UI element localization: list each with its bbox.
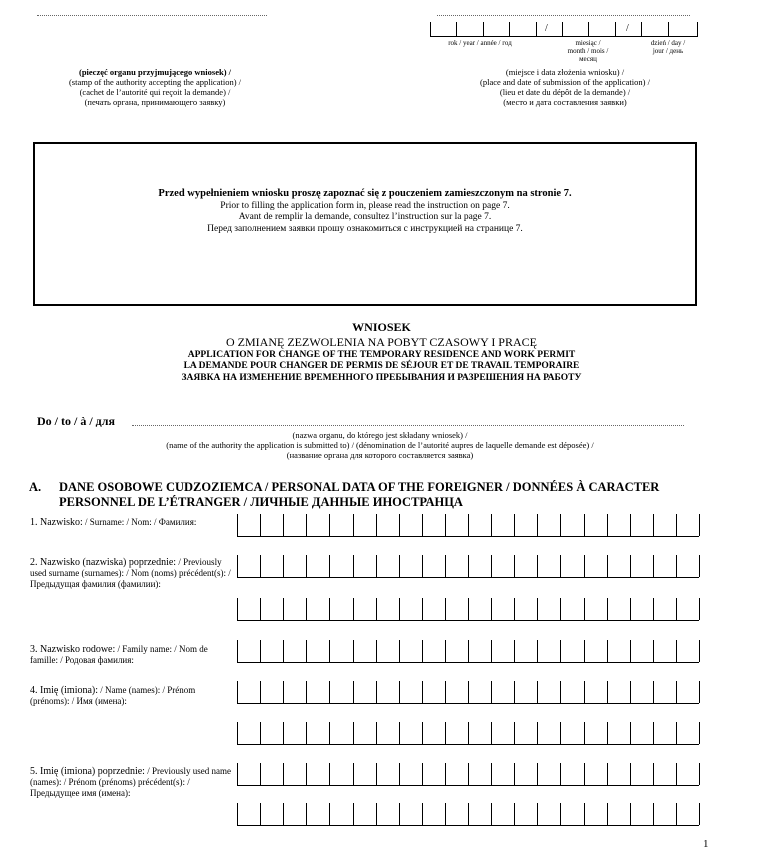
letter-box-divider bbox=[560, 763, 561, 785]
letter-box-divider bbox=[283, 681, 284, 703]
letter-box-divider bbox=[237, 555, 238, 577]
letter-box-divider bbox=[283, 555, 284, 577]
letter-box-divider bbox=[376, 803, 377, 825]
date-box-divider bbox=[588, 22, 589, 36]
date-box-divider bbox=[615, 22, 616, 36]
letter-box-divider bbox=[607, 803, 608, 825]
letter-box-divider bbox=[676, 803, 677, 825]
letter-box-divider bbox=[491, 681, 492, 703]
letter-box-divider bbox=[329, 640, 330, 662]
letter-box-divider bbox=[468, 640, 469, 662]
letter-box-divider bbox=[653, 681, 654, 703]
letter-box-divider bbox=[607, 763, 608, 785]
letter-box-divider bbox=[376, 681, 377, 703]
letter-box-divider bbox=[260, 555, 261, 577]
stamp-dotted-line bbox=[37, 15, 267, 16]
field-family-name-label: 3. Nazwisko rodowe: / Family name: / Nom de famille: / Родовая фамилия: bbox=[30, 644, 208, 665]
letter-box-divider bbox=[445, 681, 446, 703]
letter-box-divider bbox=[353, 640, 354, 662]
letter-box-divider bbox=[237, 640, 238, 662]
date-box-divider bbox=[536, 22, 537, 36]
letter-box-divider bbox=[283, 640, 284, 662]
letter-box-divider bbox=[514, 722, 515, 744]
letter-box-divider bbox=[607, 681, 608, 703]
letter-box-divider bbox=[607, 514, 608, 536]
letter-box-divider bbox=[445, 640, 446, 662]
letter-box-divider bbox=[260, 722, 261, 744]
letter-box-divider bbox=[353, 722, 354, 744]
letter-box-divider bbox=[306, 763, 307, 785]
stamp-label: (pieczęć organu przyjmującego wniosek) / (stamp of the authority accepting the application) / (cachet de l’autorité qui reçoit la demande) / (печать органа, принимающего заявку) bbox=[68, 67, 242, 107]
letter-box-divider bbox=[630, 803, 631, 825]
letter-box-divider bbox=[422, 763, 423, 785]
letter-box-divider bbox=[399, 555, 400, 577]
previous-surname-boxes-1[interactable] bbox=[237, 555, 699, 578]
letter-box-divider bbox=[260, 640, 261, 662]
letter-box-divider bbox=[537, 681, 538, 703]
letter-box-divider bbox=[653, 598, 654, 620]
letter-box-divider bbox=[514, 681, 515, 703]
letter-box-divider bbox=[445, 803, 446, 825]
date-separator: / bbox=[626, 23, 629, 34]
letter-box-divider bbox=[422, 514, 423, 536]
field-surname-label: 1. Nazwisko: / Surname: / Nom: / Фамилия: bbox=[30, 517, 197, 528]
letter-box-divider bbox=[445, 722, 446, 744]
date-box-divider bbox=[456, 22, 457, 36]
letter-box-divider bbox=[676, 681, 677, 703]
letter-box-divider bbox=[699, 681, 700, 703]
letter-box-divider bbox=[699, 803, 700, 825]
letter-box-divider bbox=[329, 555, 330, 577]
letter-box-divider bbox=[329, 514, 330, 536]
date-box-divider bbox=[641, 22, 642, 36]
letter-box-divider bbox=[376, 514, 377, 536]
letter-box-divider bbox=[283, 763, 284, 785]
letter-box-divider bbox=[653, 803, 654, 825]
letter-box-divider bbox=[376, 640, 377, 662]
form-title-en: APPLICATION FOR CHANGE OF THE TEMPORARY RESIDENCE AND WORK PERMIT bbox=[187, 350, 576, 360]
letter-box-divider bbox=[260, 803, 261, 825]
letter-box-divider bbox=[399, 763, 400, 785]
letter-box-divider bbox=[699, 598, 700, 620]
letter-box-divider bbox=[376, 722, 377, 744]
previous-name-boxes-1[interactable] bbox=[237, 763, 699, 786]
letter-box-divider bbox=[537, 763, 538, 785]
notice-fr: Avant de remplir la demande, consultez l’instruction sur la page 7. bbox=[238, 212, 492, 222]
letter-box-divider bbox=[422, 598, 423, 620]
letter-box-divider bbox=[422, 555, 423, 577]
field-previous-surname-label: 2. Nazwisko (nazwiska) poprzednie: / Previously used surname (surnames): / Nom (noms) précédent(s): / Предыдущая фамилия (фамилии): bbox=[30, 557, 231, 589]
letter-box-divider bbox=[537, 803, 538, 825]
section-a-heading: A. DANE OSOBOWE CUDZOZIEMCA / PERSONAL DATA OF THE FOREIGNER / DONNÉES À CARACTER PERSONNEL DE L’ÉTRANGER / ЛИЧНЫЕ ДАННЫЕ ИНОСТРАНЦА bbox=[29, 480, 660, 509]
letter-box-divider bbox=[468, 598, 469, 620]
place-label: (miejsce i data złożenia wniosku) / (place and date of submission of the application) / (lieu et date du dépôt de la demande) / (место и дата составления заявки) bbox=[480, 67, 650, 107]
letter-box-divider bbox=[653, 555, 654, 577]
letter-box-divider bbox=[584, 803, 585, 825]
month-label: miesiąc / month / mois / месяц bbox=[567, 39, 609, 63]
letter-box-divider bbox=[560, 640, 561, 662]
letter-box-divider bbox=[699, 514, 700, 536]
letter-box-divider bbox=[537, 514, 538, 536]
letter-box-divider bbox=[630, 681, 631, 703]
letter-box-divider bbox=[468, 681, 469, 703]
letter-box-divider bbox=[399, 640, 400, 662]
letter-box-divider bbox=[699, 640, 700, 662]
letter-box-divider bbox=[584, 763, 585, 785]
notice-pl: Przed wypełnieniem wniosku proszę zapoznać się z pouczeniem zamieszczonym na stronie 7. bbox=[158, 188, 572, 199]
letter-box-divider bbox=[491, 763, 492, 785]
letter-box-divider bbox=[237, 803, 238, 825]
field-name-label: 4. Imię (imiona): / Name (names): / Prénom (prénoms): / Имя (имена): bbox=[30, 685, 196, 706]
date-box-divider bbox=[697, 22, 698, 36]
letter-box-divider bbox=[445, 514, 446, 536]
addressee-label: Do / to / à / для bbox=[37, 414, 115, 428]
letter-box-divider bbox=[422, 681, 423, 703]
letter-box-divider bbox=[376, 598, 377, 620]
notice-ru: Перед заполнением заявки прошу ознакомиться с инструкцией на странице 7. bbox=[207, 223, 523, 234]
letter-box-divider bbox=[237, 514, 238, 536]
letter-box-divider bbox=[260, 763, 261, 785]
letter-box-divider bbox=[560, 722, 561, 744]
letter-box-divider bbox=[676, 598, 677, 620]
letter-box-divider bbox=[283, 514, 284, 536]
letter-box-divider bbox=[283, 803, 284, 825]
letter-box-divider bbox=[283, 598, 284, 620]
letter-box-divider bbox=[514, 555, 515, 577]
letter-box-divider bbox=[630, 722, 631, 744]
letter-box-divider bbox=[676, 722, 677, 744]
letter-box-divider bbox=[630, 763, 631, 785]
family-name-boxes[interactable] bbox=[237, 640, 699, 663]
letter-box-divider bbox=[491, 722, 492, 744]
letter-box-divider bbox=[607, 722, 608, 744]
letter-box-divider bbox=[445, 555, 446, 577]
letter-box-divider bbox=[353, 803, 354, 825]
instruction-notice-box bbox=[33, 142, 697, 306]
form-title-fr: LA DEMANDE POUR CHANGER DE PERMIS DE SÉJOUR ET DE TRAVAIL TEMPORAIRE bbox=[183, 361, 580, 371]
letter-box-divider bbox=[560, 681, 561, 703]
letter-box-divider bbox=[607, 640, 608, 662]
letter-box-divider bbox=[514, 803, 515, 825]
letter-box-divider bbox=[399, 681, 400, 703]
day-label: dzień / day / jour / день bbox=[650, 39, 686, 55]
letter-box-divider bbox=[306, 722, 307, 744]
letter-box-divider bbox=[699, 763, 700, 785]
letter-box-divider bbox=[237, 722, 238, 744]
date-box-divider bbox=[430, 22, 431, 36]
place-dotted-line[interactable] bbox=[437, 15, 690, 16]
letter-box-divider bbox=[353, 681, 354, 703]
date-box-divider bbox=[668, 22, 669, 36]
letter-box-divider bbox=[607, 598, 608, 620]
letter-box-divider bbox=[376, 555, 377, 577]
letter-box-divider bbox=[399, 598, 400, 620]
letter-box-divider bbox=[399, 514, 400, 536]
letter-box-divider bbox=[468, 803, 469, 825]
letter-box-divider bbox=[514, 514, 515, 536]
letter-box-divider bbox=[560, 514, 561, 536]
name-boxes-1[interactable] bbox=[237, 681, 699, 704]
letter-box-divider bbox=[676, 640, 677, 662]
date-boxes[interactable] bbox=[430, 22, 698, 37]
letter-box-divider bbox=[537, 640, 538, 662]
letter-box-divider bbox=[514, 640, 515, 662]
letter-box-divider bbox=[353, 763, 354, 785]
letter-box-divider bbox=[237, 763, 238, 785]
form-title-pl: O ZMIANĘ ZEZWOLENIA NA POBYT CZASOWY I PRACĘ bbox=[226, 335, 537, 349]
letter-box-divider bbox=[306, 681, 307, 703]
letter-box-divider bbox=[283, 722, 284, 744]
letter-box-divider bbox=[445, 598, 446, 620]
letter-box-divider bbox=[676, 555, 677, 577]
letter-box-divider bbox=[491, 514, 492, 536]
form-title-ru: ЗАЯВКА НА ИЗМЕНЕНИЕ ВРЕМЕННОГО ПРЕБЫВАНИЯ И РАЗРЕШЕНИЯ НА РАБОТУ bbox=[181, 373, 582, 383]
letter-box-divider bbox=[468, 514, 469, 536]
letter-box-divider bbox=[329, 803, 330, 825]
field-previous-name-label: 5. Imię (imiona) poprzednie: / Previously used name (names): / Prénom (prénoms) précédent(s): / Предыдущее имя (имена): bbox=[30, 766, 231, 798]
letter-box-divider bbox=[329, 722, 330, 744]
letter-box-divider bbox=[306, 555, 307, 577]
notice-en: Prior to filling the application form in, please read the instruction on page 7. bbox=[220, 200, 510, 211]
letter-box-divider bbox=[584, 640, 585, 662]
form-title: WNIOSEK bbox=[352, 320, 411, 334]
date-box-divider bbox=[483, 22, 484, 36]
letter-box-divider bbox=[306, 514, 307, 536]
letter-box-divider bbox=[584, 722, 585, 744]
letter-box-divider bbox=[491, 803, 492, 825]
letter-box-divider bbox=[653, 640, 654, 662]
letter-box-divider bbox=[537, 598, 538, 620]
date-box-divider bbox=[509, 22, 510, 36]
letter-box-divider bbox=[630, 640, 631, 662]
letter-box-divider bbox=[329, 763, 330, 785]
letter-box-divider bbox=[676, 763, 677, 785]
letter-box-divider bbox=[584, 514, 585, 536]
letter-box-divider bbox=[699, 555, 700, 577]
letter-box-divider bbox=[653, 763, 654, 785]
letter-box-divider bbox=[329, 598, 330, 620]
letter-box-divider bbox=[260, 514, 261, 536]
letter-box-divider bbox=[537, 555, 538, 577]
letter-box-divider bbox=[468, 555, 469, 577]
letter-box-divider bbox=[353, 598, 354, 620]
letter-box-divider bbox=[353, 555, 354, 577]
letter-box-divider bbox=[653, 514, 654, 536]
letter-box-divider bbox=[630, 555, 631, 577]
letter-box-divider bbox=[630, 514, 631, 536]
letter-box-divider bbox=[468, 722, 469, 744]
letter-box-divider bbox=[237, 598, 238, 620]
letter-box-divider bbox=[237, 681, 238, 703]
letter-box-divider bbox=[560, 803, 561, 825]
letter-box-divider bbox=[260, 681, 261, 703]
letter-box-divider bbox=[399, 803, 400, 825]
letter-box-divider bbox=[260, 598, 261, 620]
letter-box-divider bbox=[329, 681, 330, 703]
letter-box-divider bbox=[676, 514, 677, 536]
letter-box-divider bbox=[607, 555, 608, 577]
letter-box-divider bbox=[514, 598, 515, 620]
addressee-sublabel: (nazwa organu, do którego jest składany wniosek) / (name of the authority the application is submitted to) / (dénomination de l’autorité aupres de laquelle demande est déposée) / (название органа для которого составляется заявка) bbox=[166, 430, 594, 460]
letter-box-divider bbox=[653, 722, 654, 744]
letter-box-divider bbox=[306, 640, 307, 662]
year-label: rok / year / année / год bbox=[448, 39, 512, 47]
page-number: 1 bbox=[703, 838, 709, 850]
letter-box-divider bbox=[376, 763, 377, 785]
letter-box-divider bbox=[422, 722, 423, 744]
letter-box-divider bbox=[584, 555, 585, 577]
previous-surname-boxes-2[interactable] bbox=[237, 598, 699, 621]
letter-box-divider bbox=[537, 722, 538, 744]
surname-boxes[interactable] bbox=[237, 514, 699, 537]
letter-box-divider bbox=[491, 640, 492, 662]
date-box-divider bbox=[562, 22, 563, 36]
letter-box-divider bbox=[306, 598, 307, 620]
letter-box-divider bbox=[445, 763, 446, 785]
addressee-field[interactable] bbox=[132, 425, 684, 426]
letter-box-divider bbox=[630, 598, 631, 620]
letter-box-divider bbox=[514, 763, 515, 785]
letter-box-divider bbox=[399, 722, 400, 744]
letter-box-divider bbox=[560, 598, 561, 620]
letter-box-divider bbox=[584, 681, 585, 703]
letter-box-divider bbox=[353, 514, 354, 536]
letter-box-divider bbox=[584, 598, 585, 620]
letter-box-divider bbox=[422, 640, 423, 662]
date-separator: / bbox=[545, 23, 548, 34]
letter-box-divider bbox=[491, 598, 492, 620]
letter-box-divider bbox=[491, 555, 492, 577]
letter-box-divider bbox=[699, 722, 700, 744]
letter-box-divider bbox=[560, 555, 561, 577]
name-boxes-2[interactable] bbox=[237, 722, 699, 745]
letter-box-divider bbox=[306, 803, 307, 825]
letter-box-divider bbox=[422, 803, 423, 825]
letter-box-divider bbox=[468, 763, 469, 785]
previous-name-boxes-2[interactable] bbox=[237, 803, 699, 826]
